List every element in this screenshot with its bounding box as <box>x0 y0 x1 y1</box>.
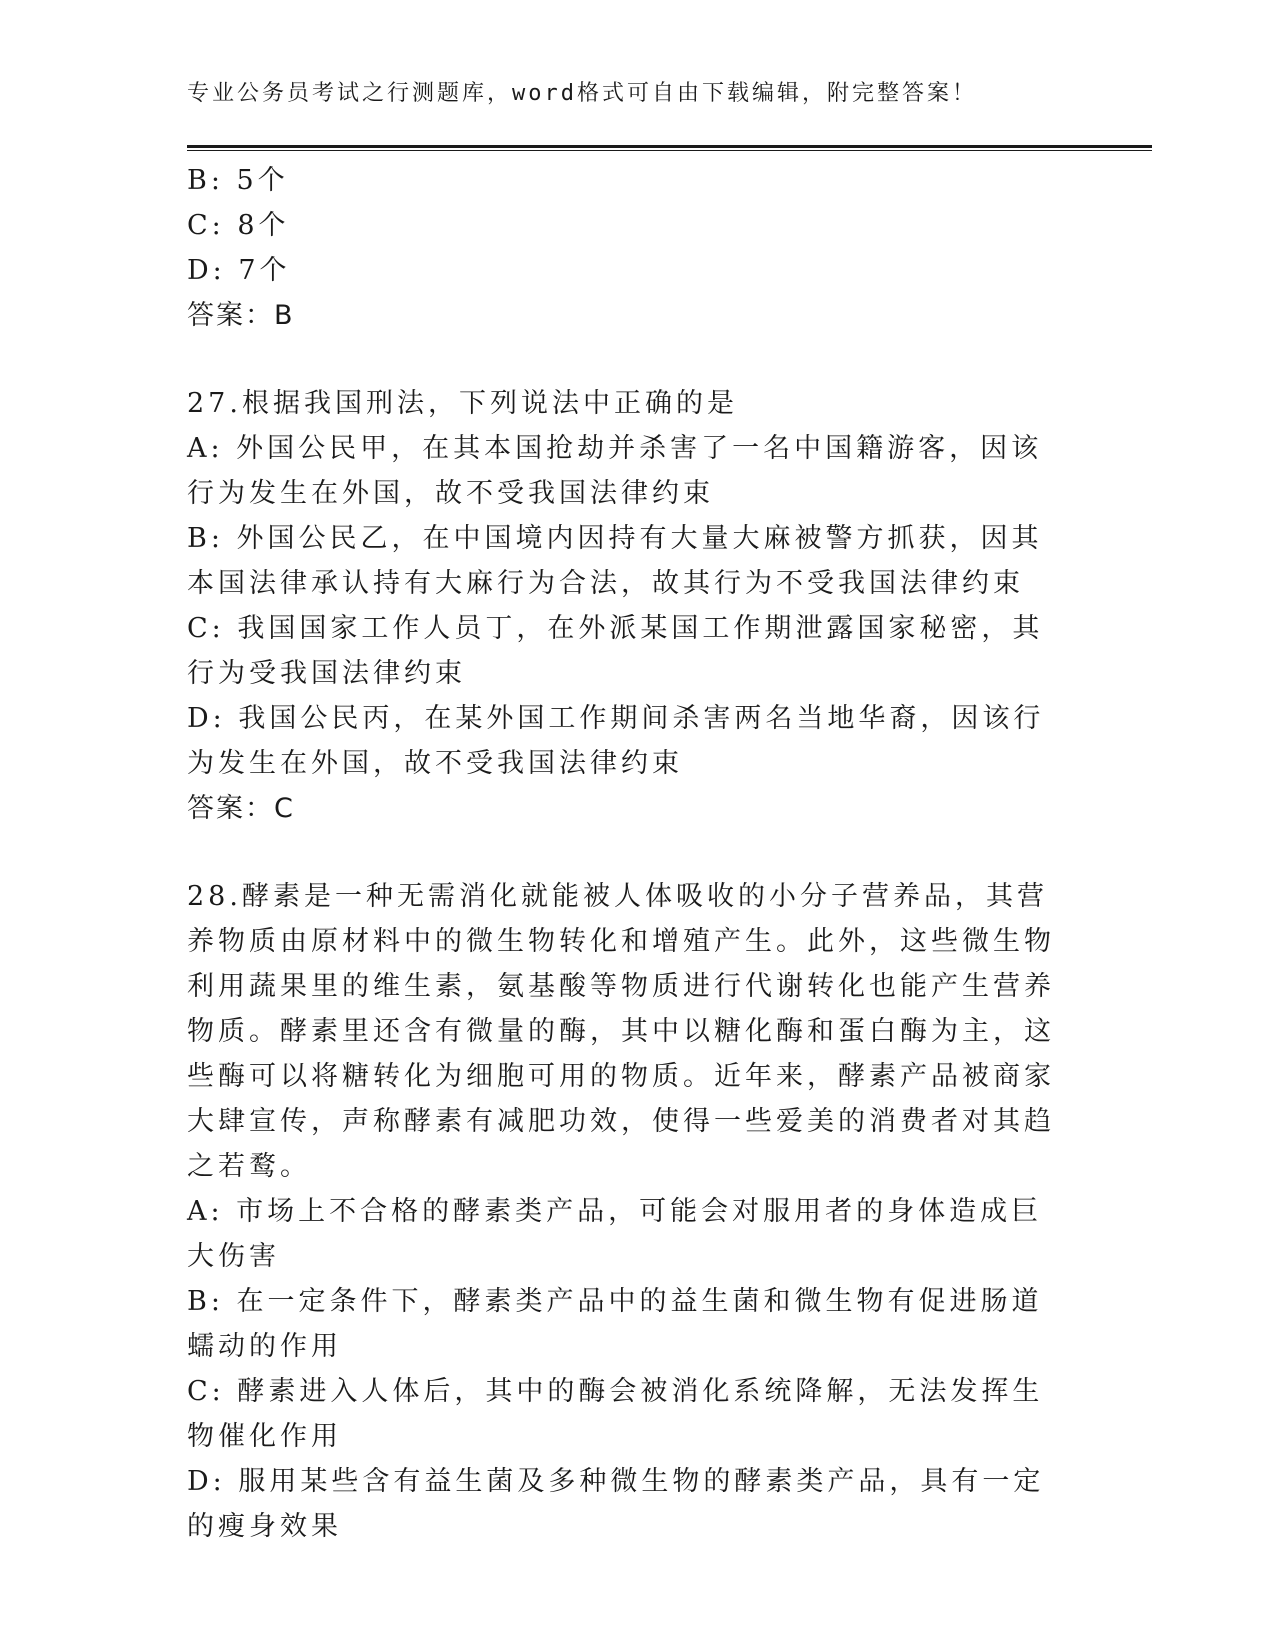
header-rule-thin <box>187 150 1152 151</box>
spacer <box>187 338 1067 381</box>
q26-option-c: C: 8个 <box>187 210 290 241</box>
q28-option-b: B: 在一定条件下，酵素类产品中的益生菌和微生物有促进肠道蠕动的作用 <box>187 1286 1043 1362</box>
header-rule-thick <box>187 145 1152 148</box>
q27-option-d: D: 我国公民丙，在某外国工作期间杀害两名当地华裔，因该行为发生在外国，故不受我国法律约束 <box>187 703 1045 779</box>
q27-option-c: C: 我国国家工作人员丁，在外派某国工作期泄露国家秘密，其行为受我国法律约束 <box>187 613 1044 689</box>
q28-option-d: D: 服用某些含有益生菌及多种微生物的酵素类产品，具有一定的瘦身效果 <box>187 1466 1045 1542</box>
q27-stem: 27.根据我国刑法，下列说法中正确的是 <box>187 388 738 419</box>
q28-stem: 28.酵素是一种无需消化就能被人体吸收的小分子营养品，其营养物质由原材料中的微生物转化和增殖产生。此外，这些微生物利用蔬果里的维生素，氨基酸等物质进行代谢转化也能产生营养物质。酵素里还含有微量的酶，其中以糖化酶和蛋白酶为主，这些酶可以将糖转化为细胞可用的物质。近年来，酵素产品被商家大肆宣传，声称酵素有减肥功效，使得一些爱美的消费者对其趋之若鹜。 <box>187 881 1055 1182</box>
page-header: 专业公务员考试之行测题库，word格式可自由下载编辑，附完整答案！ <box>187 81 977 106</box>
q27-option-a: A: 外国公民甲，在其本国抢劫并杀害了一名中国籍游客，因该行为发生在外国，故不受我国法律约束 <box>187 433 1043 509</box>
q26-option-b: B: 5个 <box>187 165 289 196</box>
q26-answer: 答案：B <box>187 300 295 331</box>
q27-option-b: B: 外国公民乙，在中国境内因持有大量大麻被警方抓获，因其本国法律承认持有大麻行为合法，故其行为不受我国法律约束 <box>187 523 1043 599</box>
q28-option-a: A: 市场上不合格的酵素类产品，可能会对服用者的身体造成巨大伤害 <box>187 1196 1043 1272</box>
q26-option-d: D: 7个 <box>187 255 291 286</box>
q28-option-c: C: 酵素进入人体后，其中的酶会被消化系统降解，无法发挥生物催化作用 <box>187 1376 1044 1452</box>
document-body <box>187 158 1067 1549</box>
q27-answer: 答案：C <box>187 793 295 824</box>
spacer <box>187 831 1067 874</box>
